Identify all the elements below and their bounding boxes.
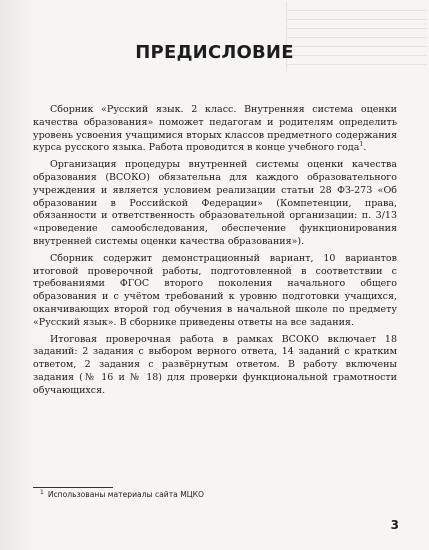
paragraph-1-end: . [363,142,367,154]
body-text [33,104,397,402]
paragraph-4: Итоговая проверочная работа в рамках ВСОКО включает 18 заданий: 2 задания с выбором верного ответа, 14 заданий с кратким ответом, 2 задания с развёрнутым ответом. В работу включены задания (№ 16 и № 18) для проверки функциональной грамотности обучающихся. [33,333,397,396]
paragraph-1 [33,104,397,155]
footnote-text: Использованы материалы сайта МЦКО [47,490,205,499]
footnote-reference: 1 [359,141,364,149]
paragraph-3: Сборник содержит демонстрационный вариант, 10 вариантов итоговой проверочной работы, подготовленной в соответствии с требованиями ФГОС второго поколения начального общего образования и с учётом требований к уровню подготовки учащихся, оканчивающих второй год обучения в начальной школе по предмету «Русский язык». В сборнике приведены ответы на все задания. [33,252,397,328]
paragraph-2: Организация процедуры внутренней системы оценки качества образования (ВСОКО) обязательна для каждого образовательного учреждения и является условием реализации статьи 28 ФЗ-273 «Об образовании в Российской Федерации» (Компетенции, права, обязанности и ответственность образовательной организации: п. 3/13 «проведение самообследования, обеспечение функционирования внутренней системы оценки качества образования»). [33,159,397,247]
page-title: ПРЕДИСЛОВИЕ [135,42,294,63]
paragraph-1-text: Сборник «Русский язык. 2 класс. Внутренняя система оценки качества образования» поможет педагогам и родителям определить уровень усвоения учащимися вторых классов предметного содержания курса русского языка. Работа проводится в конце учебного года [33,104,397,154]
footnote [40,490,204,501]
footnote-divider [33,487,113,488]
page-number: 3 [390,518,399,532]
footnote-number: 1 [40,489,44,496]
